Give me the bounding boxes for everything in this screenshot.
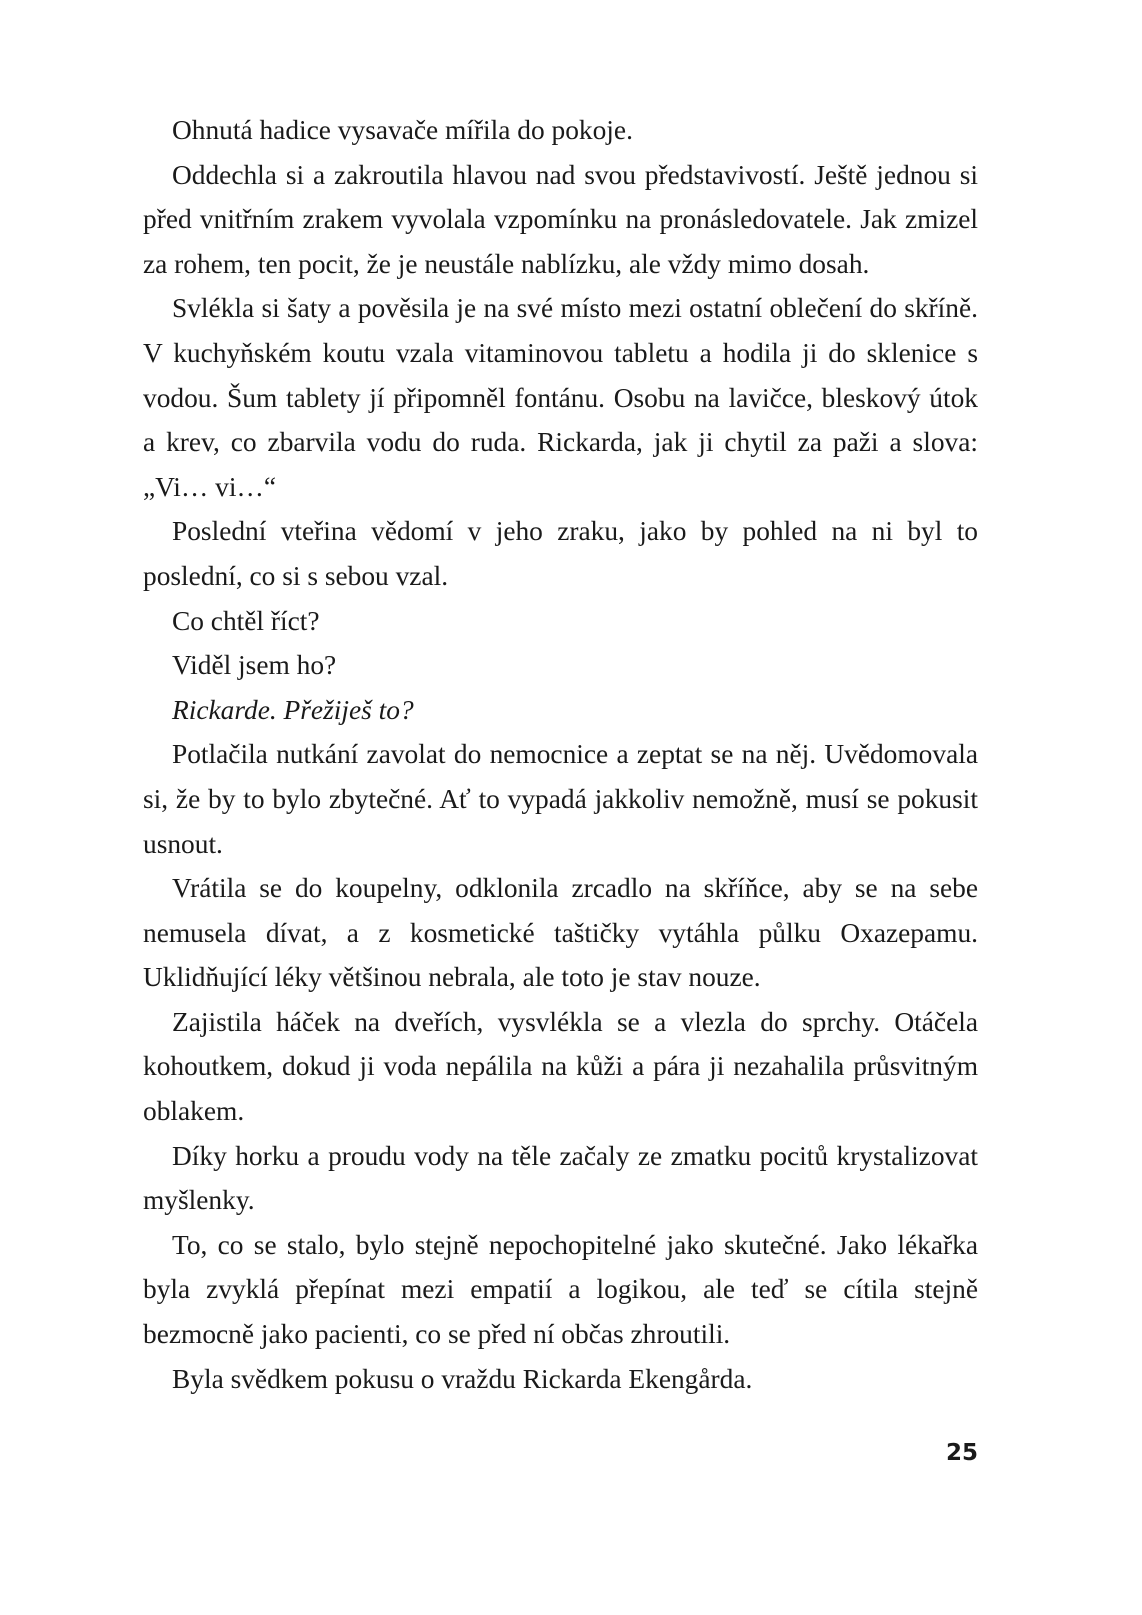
- body-text: [143, 108, 978, 1401]
- paragraph: Oddechla si a zakroutila hlavou nad svou představivostí. Ještě jednou si před vnitřním zrakem vyvolala vzpomínku na pronásledovatele. Jak zmizel za rohem, ten pocit, že je neustále nablízku, ale vždy mimo dosah.: [143, 159, 978, 279]
- paragraph: Ohnutá hadice vysavače mířila do pokoje.: [172, 115, 633, 145]
- page-number: 25: [945, 1440, 978, 1466]
- paragraph: Byla svědkem pokusu o vraždu Rickarda Ekengårda.: [172, 1363, 753, 1394]
- paragraph: Potlačila nutkání zavolat do nemocnice a zeptat se na něj. Uvědomovala si, že by to bylo zbytečné. Ať to vypadá jakkoliv nemožně, musí se pokusit usnout.: [143, 739, 978, 859]
- paragraph: Svlékla si šaty a pověsila je na své místo mezi ostatní oblečení do skříně. V kuchyňském koutu vzala vitaminovou tabletu a hodila ji do sklenice s vodou. Šum tablety jí připomněl fontánu. Osobu na lavičce, bleskový útok a krev, co zbarvila vodu do ruda. Rickarda, jak ji chytil za paži a slova: „Vi… vi…“: [143, 293, 978, 502]
- paragraph: Vrátila se do koupelny, odklonila zrcadlo na skříňce, aby se na sebe nemusela dívat, a z kosmetické taštičky vytáhla půlku Oxazepamu. Uklidňující léky většinou nebrala, ale toto je stav nouze.: [143, 873, 978, 993]
- paragraph: Díky horku a proudu vody na těle začaly ze zmatku pocitů krystalizovat myšlenky.: [143, 1140, 978, 1216]
- paragraph-italic: Rickarde. Přežiješ to?: [172, 694, 414, 725]
- paragraph: Poslední vteřina vědomí v jeho zraku, jako by pohled na ni byl to poslední, co si s sebou vzal.: [143, 516, 978, 591]
- paragraph: Viděl jsem ho?: [172, 650, 337, 681]
- paragraph: Zajistila háček na dveřích, vysvlékla se a vlezla do sprchy. Otáčela kohoutkem, dokud ji voda nepálila na kůži a pára ji nezahalila průsvitným oblakem.: [143, 1006, 978, 1127]
- paragraph: To, co se stalo, bylo stejně nepochopitelné jako skutečné. Jako lékařka byla zvyklá přepínat mezi empatií a logikou, ale teď se cítila stejně bezmocně jako pacienti, co se před ní občas zhroutili.: [143, 1229, 978, 1350]
- paragraph: Co chtěl říct?: [172, 605, 320, 636]
